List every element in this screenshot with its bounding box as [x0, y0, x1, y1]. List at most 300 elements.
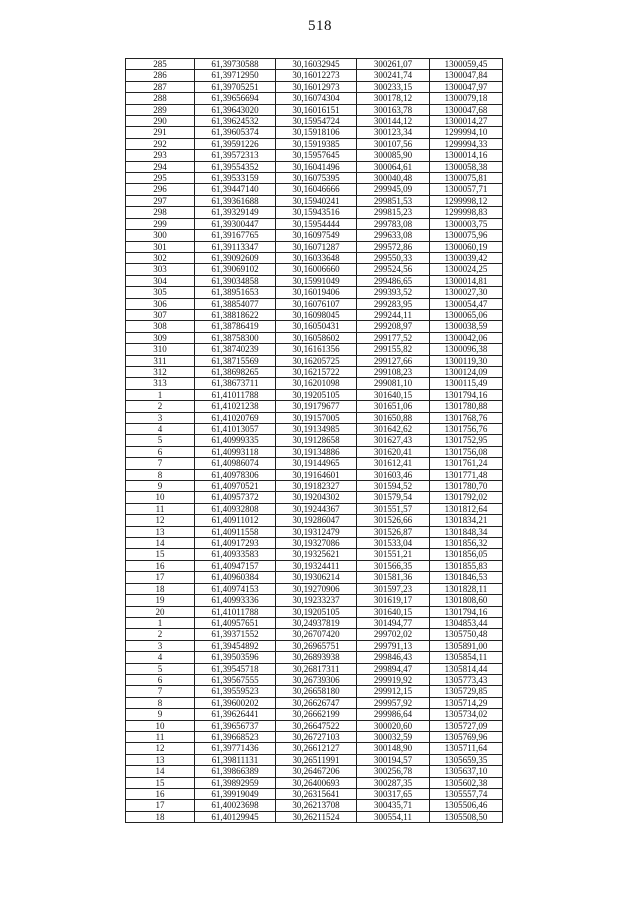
point-number-cell: 4: [126, 652, 195, 663]
y-coordinate-cell: 1305729,85: [430, 686, 503, 697]
x-coordinate-cell: 299846,43: [357, 652, 430, 663]
y-coordinate-cell: 1301856,32: [430, 538, 503, 549]
longitude-cell: 30,19324411: [276, 560, 357, 571]
latitude-cell: 61,39329149: [195, 207, 276, 218]
y-coordinate-cell: 1301856,05: [430, 549, 503, 560]
y-coordinate-cell: 1305711,64: [430, 743, 503, 754]
longitude-cell: 30,26467206: [276, 766, 357, 777]
latitude-cell: 61,41020769: [195, 412, 276, 423]
table-row: [126, 161, 503, 172]
point-number-cell: 17: [126, 572, 195, 583]
point-number-cell: 285: [126, 59, 195, 70]
point-number-cell: 10: [126, 492, 195, 503]
x-coordinate-cell: 299919,92: [357, 674, 430, 685]
latitude-cell: 61,39730588: [195, 59, 276, 70]
longitude-cell: 30,16041496: [276, 161, 357, 172]
longitude-cell: 30,16050431: [276, 321, 357, 332]
point-number-cell: 20: [126, 606, 195, 617]
latitude-cell: 61,41011788: [195, 606, 276, 617]
table-row: [126, 195, 503, 206]
table-row: [126, 435, 503, 446]
latitude-cell: 61,40947157: [195, 560, 276, 571]
y-coordinate-cell: 1305602,38: [430, 777, 503, 788]
latitude-cell: 61,39605374: [195, 127, 276, 138]
longitude-cell: 30,19312479: [276, 526, 357, 537]
latitude-cell: 61,40911558: [195, 526, 276, 537]
longitude-cell: 30,26400693: [276, 777, 357, 788]
y-coordinate-cell: 1299998,83: [430, 207, 503, 218]
longitude-cell: 30,15954724: [276, 116, 357, 127]
longitude-cell: 30,19327086: [276, 538, 357, 549]
x-coordinate-cell: 299524,56: [357, 264, 430, 275]
table-row: [126, 81, 503, 92]
x-coordinate-cell: 300144,12: [357, 116, 430, 127]
x-coordinate-cell: 299081,10: [357, 378, 430, 389]
longitude-cell: 30,19205105: [276, 389, 357, 400]
table-row: [126, 789, 503, 800]
x-coordinate-cell: 299945,09: [357, 184, 430, 195]
x-coordinate-cell: 300287,35: [357, 777, 430, 788]
point-number-cell: 300: [126, 230, 195, 241]
point-number-cell: 313: [126, 378, 195, 389]
x-coordinate-cell: 301526,87: [357, 526, 430, 537]
y-coordinate-cell: 1301780,70: [430, 481, 503, 492]
point-number-cell: 306: [126, 298, 195, 309]
longitude-cell: 30,15957645: [276, 150, 357, 161]
latitude-cell: 61,38673711: [195, 378, 276, 389]
longitude-cell: 30,15918106: [276, 127, 357, 138]
y-coordinate-cell: 1300042,06: [430, 332, 503, 343]
table-row: [126, 355, 503, 366]
longitude-cell: 30,19134886: [276, 446, 357, 457]
point-number-cell: 5: [126, 435, 195, 446]
y-coordinate-cell: 1301794,16: [430, 606, 503, 617]
x-coordinate-cell: 300148,90: [357, 743, 430, 754]
x-coordinate-cell: 299894,47: [357, 663, 430, 674]
x-coordinate-cell: 301494,77: [357, 617, 430, 628]
longitude-cell: 30,19128658: [276, 435, 357, 446]
point-number-cell: 12: [126, 515, 195, 526]
latitude-cell: 61,39919049: [195, 789, 276, 800]
y-coordinate-cell: 1300059,45: [430, 59, 503, 70]
table-row: [126, 412, 503, 423]
point-number-cell: 4: [126, 424, 195, 435]
y-coordinate-cell: 1305508,50: [430, 811, 503, 822]
table-row: [126, 275, 503, 286]
x-coordinate-cell: 299912,15: [357, 686, 430, 697]
x-coordinate-cell: 300317,65: [357, 789, 430, 800]
latitude-cell: 61,39361688: [195, 195, 276, 206]
latitude-cell: 61,39069102: [195, 264, 276, 275]
point-number-cell: 288: [126, 93, 195, 104]
point-number-cell: 1: [126, 389, 195, 400]
y-coordinate-cell: 1301808,60: [430, 595, 503, 606]
x-coordinate-cell: 299393,52: [357, 287, 430, 298]
latitude-cell: 61,41021238: [195, 401, 276, 412]
latitude-cell: 61,39371552: [195, 629, 276, 640]
point-number-cell: 305: [126, 287, 195, 298]
longitude-cell: 30,26612127: [276, 743, 357, 754]
table-row: [126, 526, 503, 537]
x-coordinate-cell: 299244,11: [357, 309, 430, 320]
longitude-cell: 30,16071287: [276, 241, 357, 252]
x-coordinate-cell: 300032,59: [357, 731, 430, 742]
table-row: [126, 344, 503, 355]
longitude-cell: 30,16012273: [276, 70, 357, 81]
x-coordinate-cell: 299702,02: [357, 629, 430, 640]
point-number-cell: 2: [126, 629, 195, 640]
table-row: [126, 104, 503, 115]
y-coordinate-cell: 1301780,88: [430, 401, 503, 412]
longitude-cell: 30,19325621: [276, 549, 357, 560]
point-number-cell: 299: [126, 218, 195, 229]
point-number-cell: 19: [126, 595, 195, 606]
point-number-cell: 6: [126, 446, 195, 457]
longitude-cell: 30,15943516: [276, 207, 357, 218]
point-number-cell: 286: [126, 70, 195, 81]
x-coordinate-cell: 299283,95: [357, 298, 430, 309]
point-number-cell: 307: [126, 309, 195, 320]
y-coordinate-cell: 1305891,00: [430, 640, 503, 651]
x-coordinate-cell: 301526,66: [357, 515, 430, 526]
table-row: [126, 640, 503, 651]
longitude-cell: 30,19270906: [276, 583, 357, 594]
point-number-cell: 298: [126, 207, 195, 218]
y-coordinate-cell: 1300027,30: [430, 287, 503, 298]
longitude-cell: 30,16201098: [276, 378, 357, 389]
point-number-cell: 11: [126, 503, 195, 514]
x-coordinate-cell: 299208,97: [357, 321, 430, 332]
point-number-cell: 1: [126, 617, 195, 628]
longitude-cell: 30,16006660: [276, 264, 357, 275]
point-number-cell: 7: [126, 458, 195, 469]
latitude-cell: 61,38758300: [195, 332, 276, 343]
point-number-cell: 2: [126, 401, 195, 412]
latitude-cell: 61,40978306: [195, 469, 276, 480]
longitude-cell: 30,19144965: [276, 458, 357, 469]
latitude-cell: 61,39712950: [195, 70, 276, 81]
x-coordinate-cell: 301551,57: [357, 503, 430, 514]
point-number-cell: 310: [126, 344, 195, 355]
x-coordinate-cell: 299783,08: [357, 218, 430, 229]
latitude-cell: 61,40970521: [195, 481, 276, 492]
longitude-cell: 30,16097549: [276, 230, 357, 241]
y-coordinate-cell: 1300024,25: [430, 264, 503, 275]
table-row: [126, 674, 503, 685]
longitude-cell: 30,26511991: [276, 754, 357, 765]
longitude-cell: 30,16058602: [276, 332, 357, 343]
table-row: [126, 469, 503, 480]
table-row: [126, 538, 503, 549]
table-row: [126, 332, 503, 343]
table-row: [126, 720, 503, 731]
y-coordinate-cell: 1305734,02: [430, 709, 503, 720]
point-number-cell: 312: [126, 366, 195, 377]
latitude-cell: 61,39600202: [195, 697, 276, 708]
longitude-cell: 30,16075395: [276, 173, 357, 184]
point-number-cell: 292: [126, 138, 195, 149]
table-row: [126, 252, 503, 263]
y-coordinate-cell: 1301756,08: [430, 446, 503, 457]
point-number-cell: 3: [126, 640, 195, 651]
page-number: 518: [308, 18, 332, 34]
y-coordinate-cell: 1300124,09: [430, 366, 503, 377]
longitude-cell: 30,26626747: [276, 697, 357, 708]
x-coordinate-cell: 299815,23: [357, 207, 430, 218]
table-row: [126, 503, 503, 514]
y-coordinate-cell: 1300075,81: [430, 173, 503, 184]
y-coordinate-cell: 1300058,38: [430, 161, 503, 172]
latitude-cell: 61,39811131: [195, 754, 276, 765]
longitude-cell: 30,19179677: [276, 401, 357, 412]
longitude-cell: 30,15954444: [276, 218, 357, 229]
latitude-cell: 61,38715569: [195, 355, 276, 366]
x-coordinate-cell: 299108,23: [357, 366, 430, 377]
point-number-cell: 302: [126, 252, 195, 263]
longitude-cell: 30,26727103: [276, 731, 357, 742]
table-row: [126, 458, 503, 469]
x-coordinate-cell: 301603,46: [357, 469, 430, 480]
x-coordinate-cell: 301612,41: [357, 458, 430, 469]
longitude-cell: 30,16074304: [276, 93, 357, 104]
point-number-cell: 15: [126, 777, 195, 788]
longitude-cell: 30,16205725: [276, 355, 357, 366]
longitude-cell: 30,16033648: [276, 252, 357, 263]
point-number-cell: 8: [126, 697, 195, 708]
latitude-cell: 61,39668523: [195, 731, 276, 742]
y-coordinate-cell: 1300014,81: [430, 275, 503, 286]
point-number-cell: 293: [126, 150, 195, 161]
point-number-cell: 5: [126, 663, 195, 674]
latitude-cell: 61,40933583: [195, 549, 276, 560]
table-row: [126, 401, 503, 412]
x-coordinate-cell: 301651,06: [357, 401, 430, 412]
x-coordinate-cell: 300085,90: [357, 150, 430, 161]
x-coordinate-cell: 299486,65: [357, 275, 430, 286]
longitude-cell: 30,16016151: [276, 104, 357, 115]
table-row: [126, 572, 503, 583]
y-coordinate-cell: 1305557,74: [430, 789, 503, 800]
x-coordinate-cell: 301579,54: [357, 492, 430, 503]
table-row: [126, 70, 503, 81]
y-coordinate-cell: 1300047,68: [430, 104, 503, 115]
table-row: [126, 697, 503, 708]
y-coordinate-cell: 1301848,34: [430, 526, 503, 537]
longitude-cell: 30,26211524: [276, 811, 357, 822]
x-coordinate-cell: 299177,52: [357, 332, 430, 343]
latitude-cell: 61,39559523: [195, 686, 276, 697]
y-coordinate-cell: 1300057,71: [430, 184, 503, 195]
longitude-cell: 30,26965751: [276, 640, 357, 651]
y-coordinate-cell: 1305714,29: [430, 697, 503, 708]
y-coordinate-cell: 1300047,97: [430, 81, 503, 92]
latitude-cell: 61,38786419: [195, 321, 276, 332]
longitude-cell: 30,26647522: [276, 720, 357, 731]
x-coordinate-cell: 301640,15: [357, 606, 430, 617]
point-number-cell: 16: [126, 789, 195, 800]
latitude-cell: 61,39705251: [195, 81, 276, 92]
longitude-cell: 30,16215722: [276, 366, 357, 377]
table-row: [126, 150, 503, 161]
x-coordinate-cell: 301619,17: [357, 595, 430, 606]
point-number-cell: 9: [126, 709, 195, 720]
x-coordinate-cell: 300064,61: [357, 161, 430, 172]
y-coordinate-cell: 1301761,24: [430, 458, 503, 469]
y-coordinate-cell: 1305854,11: [430, 652, 503, 663]
y-coordinate-cell: 1300014,16: [430, 150, 503, 161]
latitude-cell: 61,39624532: [195, 116, 276, 127]
table-row: [126, 595, 503, 606]
table-row: [126, 652, 503, 663]
x-coordinate-cell: 300554,11: [357, 811, 430, 822]
longitude-cell: 30,26817311: [276, 663, 357, 674]
x-coordinate-cell: 300261,07: [357, 59, 430, 70]
y-coordinate-cell: 1300039,42: [430, 252, 503, 263]
table-row: [126, 173, 503, 184]
y-coordinate-cell: 1301846,53: [430, 572, 503, 583]
y-coordinate-cell: 1305773,43: [430, 674, 503, 685]
latitude-cell: 61,39034858: [195, 275, 276, 286]
point-number-cell: 6: [126, 674, 195, 685]
latitude-cell: 61,41013057: [195, 424, 276, 435]
table-row: [126, 766, 503, 777]
latitude-cell: 61,39300447: [195, 218, 276, 229]
y-coordinate-cell: 1305750,48: [430, 629, 503, 640]
x-coordinate-cell: 301620,41: [357, 446, 430, 457]
latitude-cell: 61,39656737: [195, 720, 276, 731]
y-coordinate-cell: 1305506,46: [430, 800, 503, 811]
latitude-cell: 61,40957651: [195, 617, 276, 628]
table-row: [126, 138, 503, 149]
latitude-cell: 61,39866389: [195, 766, 276, 777]
table-row: [126, 309, 503, 320]
longitude-cell: 30,19286047: [276, 515, 357, 526]
latitude-cell: 61,39447140: [195, 184, 276, 195]
y-coordinate-cell: 1300075,96: [430, 230, 503, 241]
point-number-cell: 14: [126, 766, 195, 777]
latitude-cell: 61,39503596: [195, 652, 276, 663]
table-row: [126, 549, 503, 560]
y-coordinate-cell: 1305727,09: [430, 720, 503, 731]
x-coordinate-cell: 301597,23: [357, 583, 430, 594]
point-number-cell: 10: [126, 720, 195, 731]
point-number-cell: 311: [126, 355, 195, 366]
longitude-cell: 30,26658180: [276, 686, 357, 697]
x-coordinate-cell: 300178,12: [357, 93, 430, 104]
longitude-cell: 30,15991049: [276, 275, 357, 286]
point-number-cell: 8: [126, 469, 195, 480]
y-coordinate-cell: 1300047,84: [430, 70, 503, 81]
x-coordinate-cell: 301551,21: [357, 549, 430, 560]
table-row: [126, 298, 503, 309]
x-coordinate-cell: 301650,88: [357, 412, 430, 423]
point-number-cell: 304: [126, 275, 195, 286]
latitude-cell: 61,39545718: [195, 663, 276, 674]
latitude-cell: 61,39533159: [195, 173, 276, 184]
point-number-cell: 3: [126, 412, 195, 423]
latitude-cell: 61,39113347: [195, 241, 276, 252]
latitude-cell: 61,40917293: [195, 538, 276, 549]
latitude-cell: 61,40993118: [195, 446, 276, 457]
y-coordinate-cell: 1305637,10: [430, 766, 503, 777]
latitude-cell: 61,38818622: [195, 309, 276, 320]
x-coordinate-cell: 300194,57: [357, 754, 430, 765]
y-coordinate-cell: 1301812,64: [430, 503, 503, 514]
longitude-cell: 30,19306214: [276, 572, 357, 583]
y-coordinate-cell: 1300115,49: [430, 378, 503, 389]
table-row: [126, 709, 503, 720]
table-row: [126, 366, 503, 377]
latitude-cell: 61,38951653: [195, 287, 276, 298]
y-coordinate-cell: 1300065,06: [430, 309, 503, 320]
point-number-cell: 18: [126, 811, 195, 822]
table-row: [126, 321, 503, 332]
y-coordinate-cell: 1300014,27: [430, 116, 503, 127]
table-row: [126, 218, 503, 229]
latitude-cell: 61,40911012: [195, 515, 276, 526]
x-coordinate-cell: 299550,33: [357, 252, 430, 263]
x-coordinate-cell: 299572,86: [357, 241, 430, 252]
x-coordinate-cell: 299791,13: [357, 640, 430, 651]
longitude-cell: 30,16032945: [276, 59, 357, 70]
longitude-cell: 30,16019406: [276, 287, 357, 298]
longitude-cell: 30,19134985: [276, 424, 357, 435]
table-row: [126, 731, 503, 742]
point-number-cell: 309: [126, 332, 195, 343]
y-coordinate-cell: 1301771,48: [430, 469, 503, 480]
point-number-cell: 301: [126, 241, 195, 252]
table-row: [126, 560, 503, 571]
x-coordinate-cell: 301627,43: [357, 435, 430, 446]
latitude-cell: 61,38698265: [195, 366, 276, 377]
table-row: [126, 629, 503, 640]
table-row: [126, 811, 503, 822]
table-row: [126, 264, 503, 275]
latitude-cell: 61,39591226: [195, 138, 276, 149]
point-number-cell: 18: [126, 583, 195, 594]
latitude-cell: 61,38854077: [195, 298, 276, 309]
table-row: [126, 287, 503, 298]
table-row: [126, 127, 503, 138]
longitude-cell: 30,26213708: [276, 800, 357, 811]
table-row: [126, 606, 503, 617]
y-coordinate-cell: 1301834,21: [430, 515, 503, 526]
x-coordinate-cell: 300233,15: [357, 81, 430, 92]
table-row: [126, 116, 503, 127]
latitude-cell: 61,39567555: [195, 674, 276, 685]
longitude-cell: 30,19157005: [276, 412, 357, 423]
x-coordinate-cell: 300107,56: [357, 138, 430, 149]
y-coordinate-cell: 1301756,76: [430, 424, 503, 435]
longitude-cell: 30,16098045: [276, 309, 357, 320]
table-row: [126, 492, 503, 503]
latitude-cell: 61,40999335: [195, 435, 276, 446]
table-row: [126, 515, 503, 526]
point-number-cell: 9: [126, 481, 195, 492]
y-coordinate-cell: 1300054,47: [430, 298, 503, 309]
point-number-cell: 16: [126, 560, 195, 571]
table-row: [126, 378, 503, 389]
y-coordinate-cell: 1300119,30: [430, 355, 503, 366]
table-row: [126, 446, 503, 457]
point-number-cell: 14: [126, 538, 195, 549]
table-row: [126, 389, 503, 400]
latitude-cell: 61,40974153: [195, 583, 276, 594]
table-row: [126, 583, 503, 594]
x-coordinate-cell: 299986,64: [357, 709, 430, 720]
x-coordinate-cell: 301566,35: [357, 560, 430, 571]
latitude-cell: 61,39626441: [195, 709, 276, 720]
